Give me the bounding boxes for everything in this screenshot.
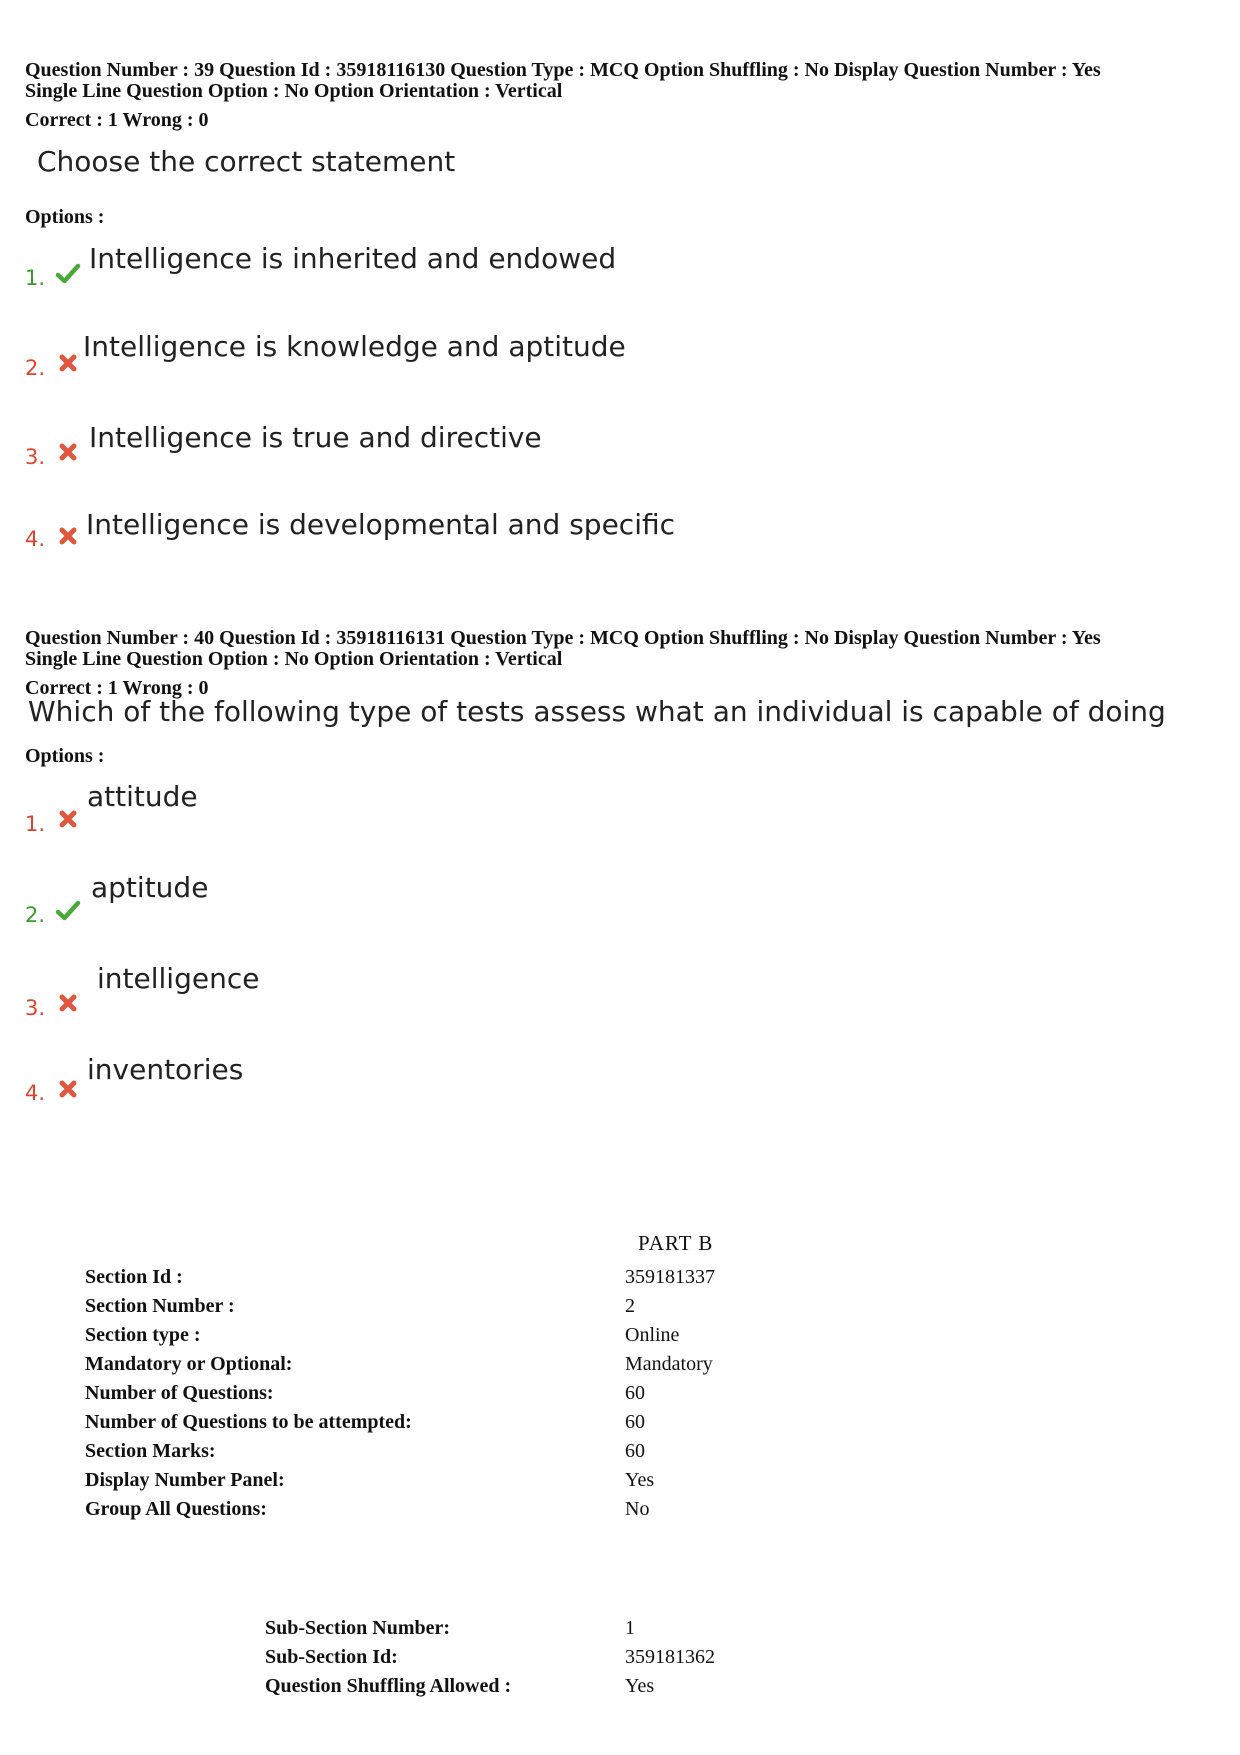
option-text: attitude	[87, 780, 198, 813]
info-value: 60	[625, 1382, 645, 1404]
cross-icon	[55, 439, 81, 465]
info-label: Section type :	[85, 1324, 201, 1346]
option-text: aptitude	[91, 871, 209, 904]
option-item[interactable]	[25, 871, 925, 931]
question-stem: Which of the following type of tests assess what an individual is capable of doing	[28, 695, 1166, 728]
cross-icon	[55, 806, 81, 832]
info-label: Number of Questions to be attempted:	[85, 1411, 412, 1433]
info-value: 60	[625, 1440, 645, 1462]
option-text: Intelligence is knowledge and aptitude	[83, 330, 626, 363]
question-meta-line1: Question Number : 39 Question Id : 35918116130 Question Type : MCQ Option Shuffling : No Display Question Number : Yes	[25, 59, 1101, 81]
info-label: Number of Questions:	[85, 1382, 274, 1404]
info-label: Section Id :	[85, 1266, 183, 1288]
option-number: 4.	[25, 1081, 46, 1105]
info-value: 359181337	[625, 1266, 715, 1288]
option-number: 1.	[25, 812, 46, 836]
question-stem: Choose the correct statement	[37, 145, 456, 178]
part-title: PART B	[638, 1231, 714, 1255]
info-value: Online	[625, 1324, 680, 1346]
info-label: Mandatory or Optional:	[85, 1353, 293, 1375]
question-meta-line1: Question Number : 40 Question Id : 35918116131 Question Type : MCQ Option Shuffling : No Display Question Number : Yes	[25, 627, 1101, 649]
cross-icon	[55, 990, 81, 1016]
info-label: Sub-Section Id:	[265, 1646, 398, 1668]
question-meta-line3: Correct : 1 Wrong : 0	[25, 677, 209, 699]
option-number: 3.	[25, 996, 46, 1020]
cross-icon	[55, 523, 81, 549]
info-label: Group All Questions:	[85, 1498, 267, 1520]
option-item[interactable]	[25, 505, 925, 565]
info-value: 1	[625, 1617, 635, 1639]
info-value: Mandatory	[625, 1353, 713, 1375]
option-item[interactable]	[25, 780, 925, 840]
info-label: Display Number Panel:	[85, 1469, 285, 1491]
option-text: Intelligence is inherited and endowed	[89, 242, 617, 275]
info-value: 2	[625, 1295, 635, 1317]
info-label: Sub-Section Number:	[265, 1617, 451, 1639]
option-number: 2.	[25, 903, 46, 927]
option-text: intelligence	[97, 962, 260, 995]
cross-icon	[55, 1076, 81, 1102]
cross-icon	[55, 350, 81, 376]
options-label: Options :	[25, 745, 105, 767]
info-label: Section Marks:	[85, 1440, 216, 1462]
info-value: 359181362	[625, 1646, 715, 1668]
check-icon	[55, 261, 81, 287]
option-number: 3.	[25, 445, 46, 469]
option-text: Intelligence is developmental and specific	[86, 508, 675, 541]
info-value: 60	[625, 1411, 645, 1433]
info-label: Question Shuffling Allowed :	[265, 1675, 512, 1697]
option-item[interactable]	[25, 962, 925, 1022]
option-number: 1.	[25, 266, 46, 290]
check-icon	[55, 898, 81, 924]
option-number: 2.	[25, 356, 46, 380]
question-meta-line2: Single Line Question Option : No Option Orientation : Vertical	[25, 80, 563, 102]
option-text: inventories	[87, 1053, 244, 1086]
option-item[interactable]	[25, 328, 925, 388]
info-value: No	[625, 1498, 650, 1520]
info-label: Section Number :	[85, 1295, 235, 1317]
option-item[interactable]	[25, 1053, 925, 1113]
option-number: 4.	[25, 527, 46, 551]
options-label: Options :	[25, 206, 105, 228]
question-meta-line2: Single Line Question Option : No Option Orientation : Vertical	[25, 648, 563, 670]
option-item[interactable]	[25, 238, 925, 298]
info-value: Yes	[625, 1469, 655, 1491]
question-meta-line3: Correct : 1 Wrong : 0	[25, 109, 209, 131]
info-value: Yes	[625, 1675, 655, 1697]
option-item[interactable]	[25, 419, 925, 479]
option-text: Intelligence is true and directive	[89, 421, 542, 454]
